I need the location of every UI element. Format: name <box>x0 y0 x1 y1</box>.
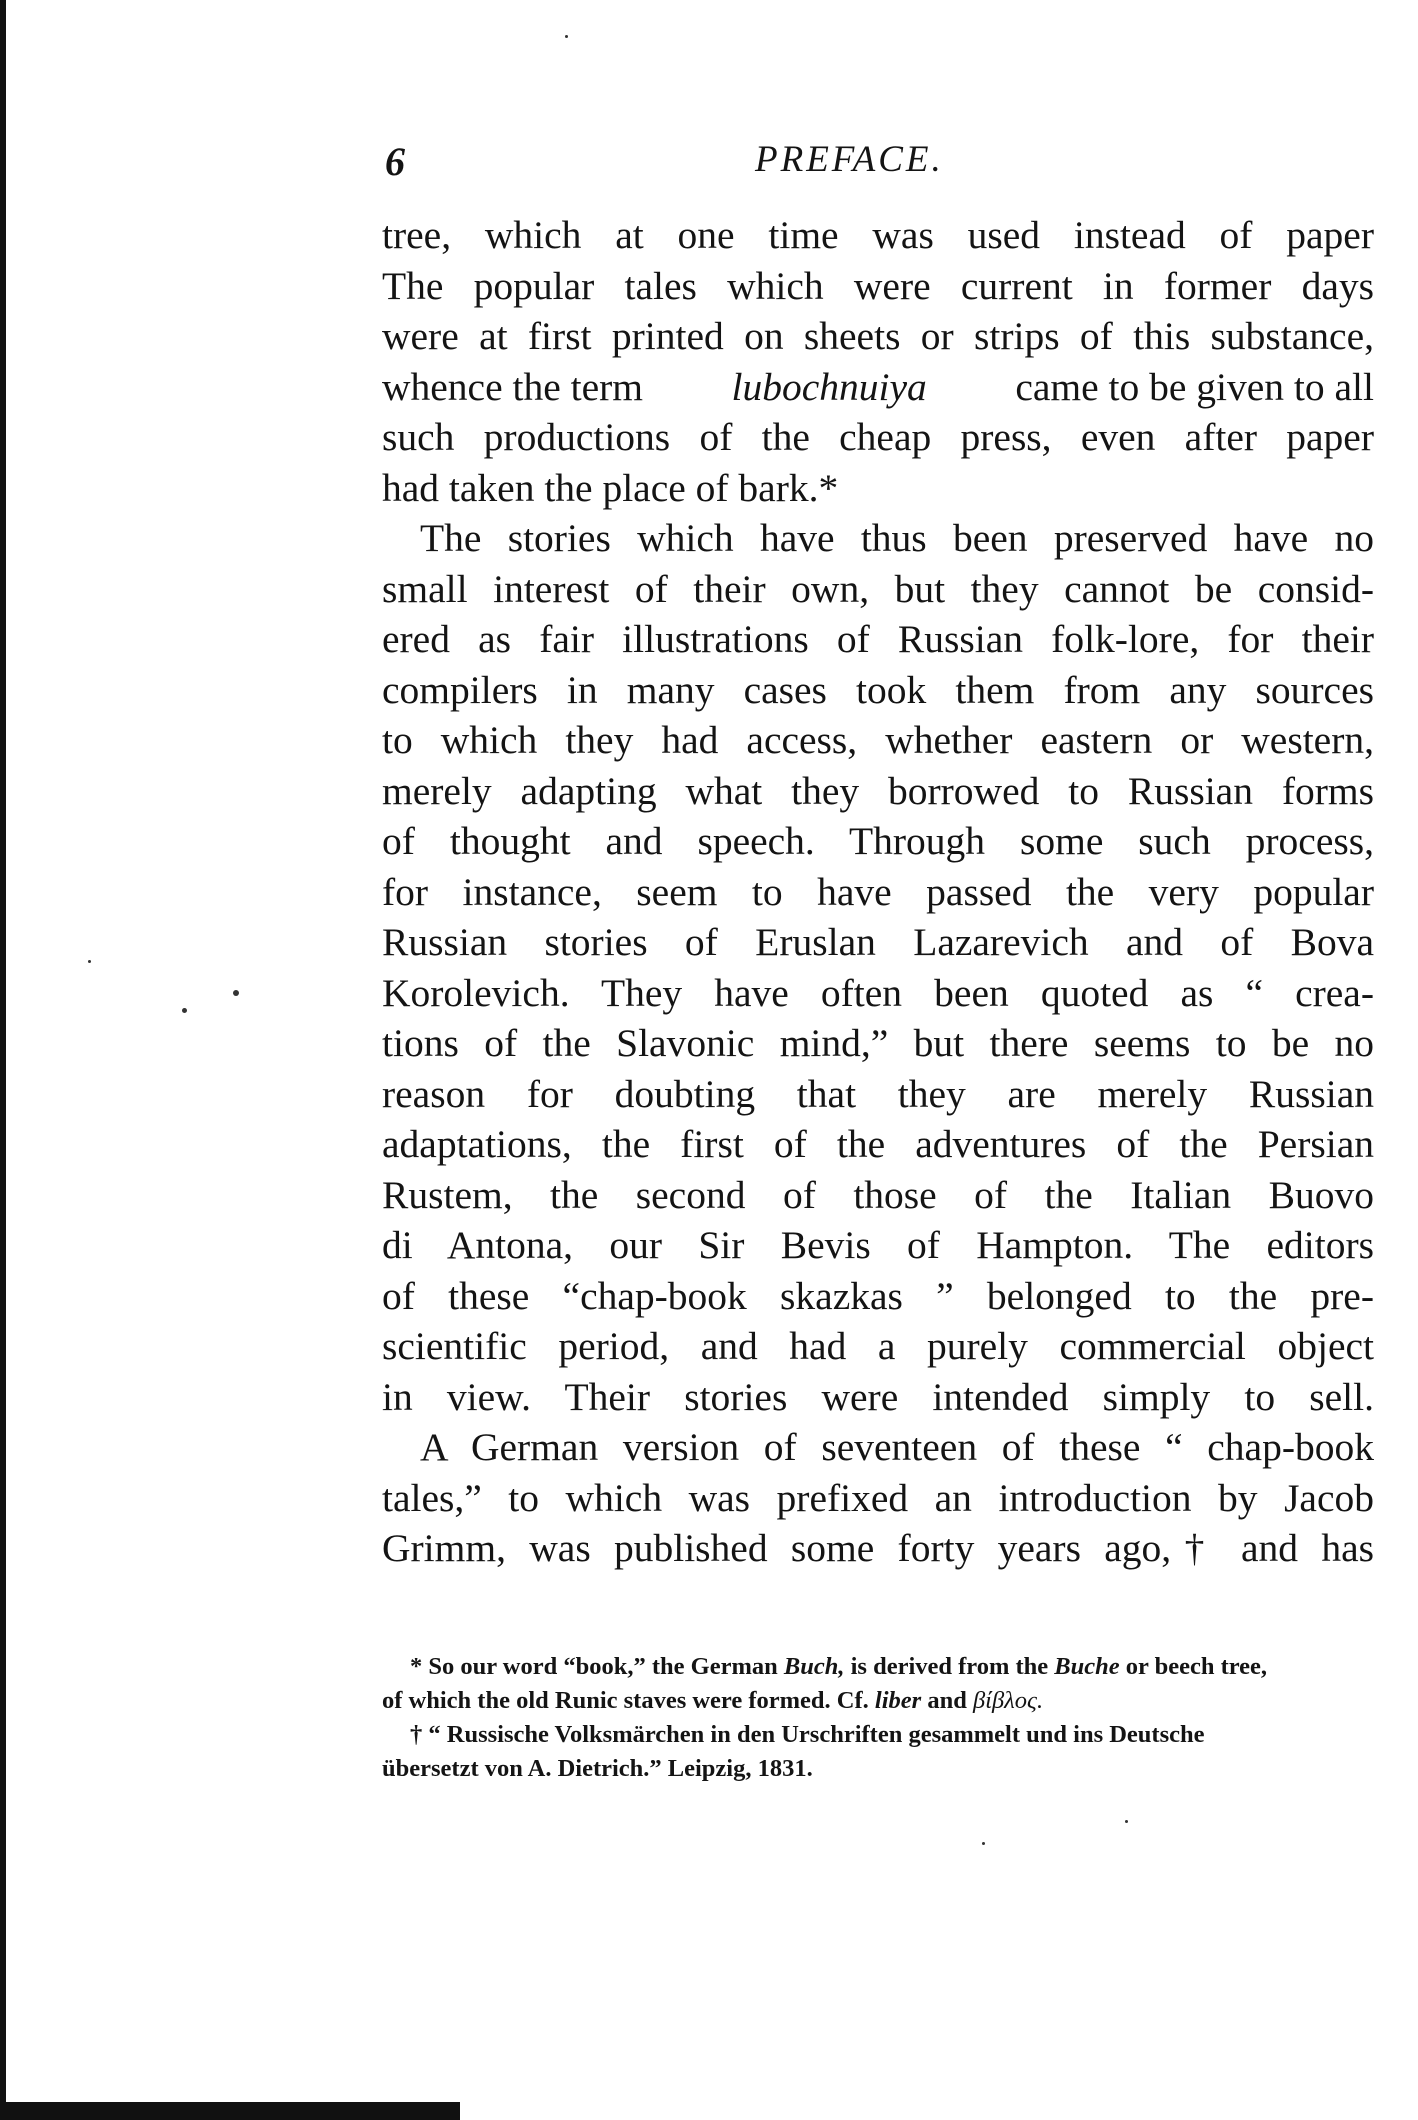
text-segment: of which the old Runic staves were formed. Cf. <box>382 1687 869 1714</box>
text-segment: is derived from the <box>850 1653 1049 1680</box>
text-line: A German version of seventeen of these “ chap-book <box>420 1425 1374 1469</box>
text-line: of thought and speech. Through some such process, <box>382 819 1374 863</box>
page-edge-bottom <box>0 2102 460 2120</box>
footnote-line: übersetzt von A. Dietrich.” Leipzig, 1831. <box>382 1755 813 1782</box>
text-line: reason for doubting that they are merely Russian <box>382 1071 1374 1116</box>
text-segment: * So our word “book,” the German <box>410 1653 778 1680</box>
footnote-line <box>382 1684 1374 1718</box>
text-line: Rustem, the second of those of the Italian Buovo <box>382 1172 1374 1217</box>
speck <box>565 35 568 38</box>
text-line: Korolevich. They have often been quoted as “ crea- <box>382 970 1374 1015</box>
footnotes <box>382 1650 1374 1786</box>
italic-term: Buche <box>1054 1653 1120 1680</box>
text-line: adaptations, the first of the adventures of the Persian <box>382 1122 1374 1166</box>
text-line: had taken the place of bark.* <box>382 465 839 510</box>
paragraph <box>382 1422 1374 1574</box>
page-number: 6 <box>385 139 405 184</box>
speck <box>233 990 239 996</box>
footnote <box>382 1650 1374 1718</box>
speck <box>88 960 91 963</box>
text-line: Russian stories of Eruslan Lazarevich and of Bova <box>382 920 1374 964</box>
italic-term: lubochnuiya <box>731 364 927 409</box>
text-line: The popular tales which were current in former days <box>382 263 1374 308</box>
page-edge-left <box>0 0 6 2120</box>
running-head: PREFACE. <box>755 139 944 180</box>
greek-term: βίβλος. <box>972 1687 1044 1714</box>
italic-term: liber <box>874 1687 922 1714</box>
italic-term: Buch, <box>783 1653 845 1680</box>
paragraph <box>382 513 1374 1422</box>
page-header <box>385 138 1385 198</box>
text-line: in view. Their stories were intended simply to sell. <box>382 1374 1374 1419</box>
text-line: The stories which have thus been preserved have no <box>420 516 1374 560</box>
text-line <box>382 362 1374 413</box>
text-segment: whence the term <box>382 364 644 409</box>
text-line: tales,” to which was prefixed an introduction by Jacob <box>382 1475 1374 1520</box>
footnote-line: † “ Russische Volksmärchen in den Urschriften gesammelt und ins Deutsche <box>410 1721 1205 1748</box>
text-line: di Antona, our Sir Bevis of Hampton. The editors <box>382 1223 1374 1267</box>
text-line: merely adapting what they borrowed to Russian forms <box>382 768 1374 813</box>
text-line: tions of the Slavonic mind,” but there seems to be no <box>382 1021 1374 1065</box>
text-segment: came to be given to all <box>1015 364 1374 409</box>
footnote-line <box>382 1650 1374 1684</box>
body-text <box>382 210 1374 1574</box>
text-line: of these “chap-book skazkas ” belonged to the pre- <box>382 1273 1374 1318</box>
text-line: for instance, seem to have passed the very popular <box>382 869 1374 914</box>
text-line: Grimm, was published some forty years ago,† and has <box>382 1526 1374 1570</box>
text-segment: or beech tree, <box>1125 1653 1268 1680</box>
text-line: to which they had access, whether eastern or western, <box>382 718 1374 762</box>
footnote <box>382 1718 1374 1786</box>
text-segment: and <box>927 1687 967 1714</box>
text-line: scientific period, and had a purely commercial object <box>382 1324 1374 1368</box>
text-line: such productions of the cheap press, even after paper <box>382 415 1374 459</box>
text-line: small interest of their own, but they cannot be consid- <box>382 566 1374 611</box>
text-line: tree, which at one time was used instead of paper <box>382 213 1374 257</box>
text-line: were at first printed on sheets or strips of this substance, <box>382 314 1374 358</box>
speck <box>1125 1820 1128 1823</box>
speck <box>982 1842 985 1845</box>
text-line: ered as fair illustrations of Russian folk-lore, for their <box>382 617 1374 661</box>
text-line: compilers in many cases took them from any sources <box>382 667 1374 712</box>
speck <box>182 1008 187 1013</box>
paragraph <box>382 210 1374 513</box>
